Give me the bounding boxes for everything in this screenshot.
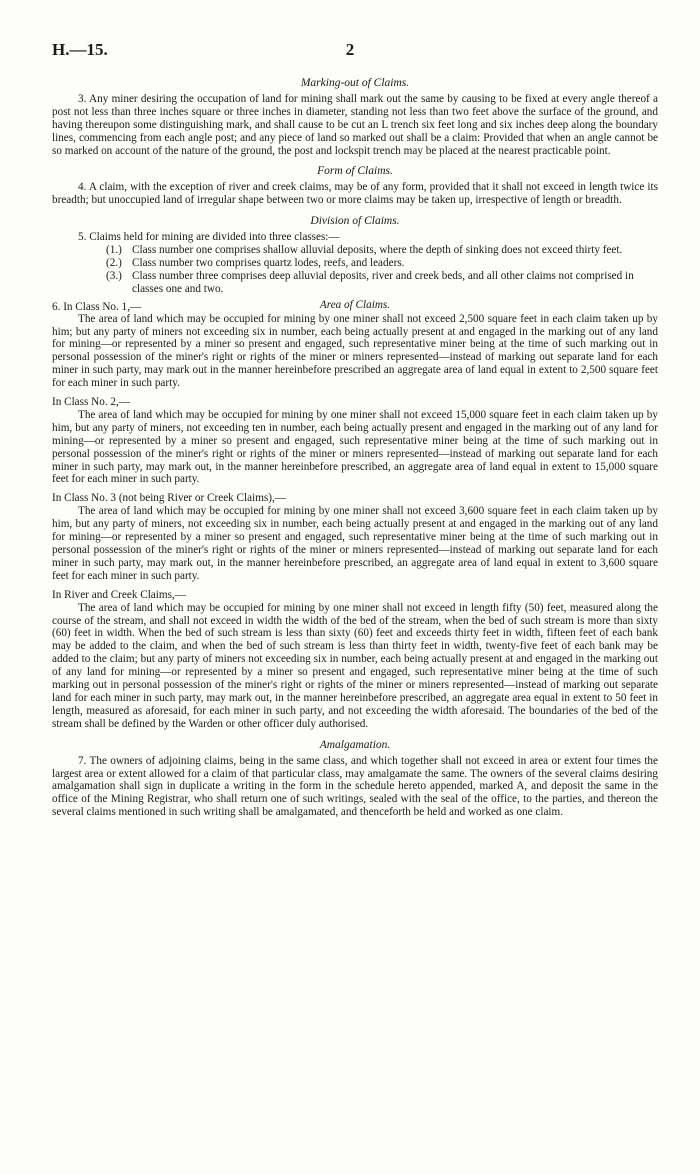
document-reference: H.—15. xyxy=(52,40,108,59)
clause-5 xyxy=(52,231,658,296)
heading-form: Form of Claims. xyxy=(317,165,393,178)
list-item-text: Class number one comprises shallow alluvial deposits, where the depth of sinking does not exceed thirty feet. xyxy=(132,243,623,256)
page-number: 2 xyxy=(345,40,355,59)
class-3-lead: In Class No. 3 (not being River or Creek Claims),— xyxy=(52,492,286,505)
class-3-text: The area of land which may be occupied for mining by one miner shall not exceed 3,600 square feet in each claim taken up by him, but any party of miners, not exceeding six in number, each being actually present at and engaged in the marking out of any land for mining—or represented by a miner so present and engaged, such representative miner being at the time of such marking out in personal possession of the miner's right or rights of the miner or miners represented—instead of marking out separate land for each miner in such party, may mark out, in the manner hereinbefore prescribed, an aggregate area of land equal in extent to 3,600 square feet for each miner in such party. xyxy=(52,505,658,582)
list-item xyxy=(106,270,658,296)
heading-area: Area of Claims. xyxy=(319,298,391,311)
river-lead: In River and Creek Claims,— xyxy=(52,588,186,601)
list-item-number: (1.) xyxy=(106,243,122,256)
clause-3: 3. Any miner desiring the occupation of land for mining shall mark out the same by causing to be fixed at every angle thereof a post not less than three inches square or three inches in diameter, standing not less than two feet above the surface of the ground, and having thereupon some distinguishing mark, and shall cause to be cut an L trench six feet long and six inches deep along the boundary lines, commencing from each angle post; and any piece of land so marked out shall be a claim: Provided that when an angle cannot be so marked on account of the nature of the ground, the post and lockspit trench may be placed at the nearest practicable point. xyxy=(52,92,658,157)
list-item-text: Class number three comprises deep alluvial deposits, river and creek beds, and all other claims not comprised in classes one and two. xyxy=(132,269,634,295)
list-item xyxy=(106,244,658,257)
class-2-lead: In Class No. 2,— xyxy=(52,396,131,409)
class-2-text: The area of land which may be occupied for mining by one miner shall not exceed 15,000 square feet in each claim taken up by him, but any party of miners, not exceeding ten in number, each being actually present and engaged in the marking out of any land for mining—or represented by a miner so present and engaged, such representative miner being at the time of such marking out in personal possession of the miner's right or rights of the miner or miners represented—instead of marking out separate land for each miner in such party, may mark out, in the manner hereinbefore prescribed, an aggregate area of land equal in extent to 15,000 square feet for each miner in such party. xyxy=(52,408,658,486)
class-1-text: The area of land which may be occupied for mining by one miner shall not exceed 2,500 square feet in each claim taken up by him; but any party of miners not exceeding six in number, each being actually present at and engaged in the marking out of any land for mining—or represented by a miner so present and engaged, such representative miner being at the time of such marking out in personal possession of the miner's right or rights of the miner or miners represented—instead of marking out separate land for each miner in such party, may mark out in the manner hereinbefore prescribed an aggregate area of land equal in extent to 2,500 square feet for each miner in such party. xyxy=(52,312,658,390)
clause-7: 7. The owners of adjoining claims, being in the same class, and which together shall not exceed in area or extent four times the largest area or extent allowed for a claim of that particular class, may amalgamate the same. The owners of the several claims desiring amalgamation shall sign in duplicate a writing in the form in the schedule hereto appended, marked A, and deposit the same in the office of the Mining Registrar, who shall return one of such writings, sealed with the seal of the office, to the parties, and thereon the several claims mentioned in such writing shall be amalgamated, and thenceforth be held and worked as one claim. xyxy=(52,754,658,819)
clause-6-lead: 6. In Class No. 1,— xyxy=(52,300,142,313)
heading-division: Division of Claims. xyxy=(310,215,400,228)
list-item-number: (3.) xyxy=(106,269,122,282)
list-item-text: Class number two comprises quartz lodes, reefs, and leaders. xyxy=(132,256,405,269)
clause-4: 4. A claim, with the exception of river and creek claims, may be of any form, provided that it shall not exceed in length twice its breadth; but unoccupied land of irregular shape between two or more claims may be taken up, irrespective of length or breadth. xyxy=(52,181,658,207)
list-item-number: (2.) xyxy=(106,256,122,269)
clause-5-intro: 5. Claims held for mining are divided into three classes:— xyxy=(78,231,340,244)
river-text: The area of land which may be occupied for mining by one miner shall not exceed in length fifty (50) feet, measured along the course of the stream, and shall not exceed in width the width of the bed of the stream, when the bed of such stream is more than sixty (60) feet in width. When the bed of such stream is less than sixty (60) feet and exceeds thirty feet in width, fifteen feet of each bank may be added to the claim, and when the bed of such stream is less than thirty feet in width, twenty-five feet of each bank may be added to the claim; but any party of miners not exceeding six in number, each being actually present at and engaged in the marking out of any land for mining—or represented by a miner so present and engaged, such representative miner being at the time of such marking out in personal possession of the miner's right or rights of the miner or miners represented—instead of marking out separate land for each miner in such party, may mark out, in the manner hereinbefore prescribed, an aggregate area equal in extent to 50 feet in length, measured as aforesaid, for each miner in such party, and not exceeding the width aforesaid. The boundaries of the bed of the stream shall be defined by the Warden or other officer duly authorised. xyxy=(52,601,658,730)
heading-amalgamation: Amalgamation. xyxy=(319,738,391,751)
list-item xyxy=(106,257,658,270)
page-header xyxy=(0,40,700,60)
area-heading-row xyxy=(52,299,658,313)
heading-marking-out: Marking-out of Claims. xyxy=(300,77,410,89)
page-body xyxy=(52,77,658,819)
